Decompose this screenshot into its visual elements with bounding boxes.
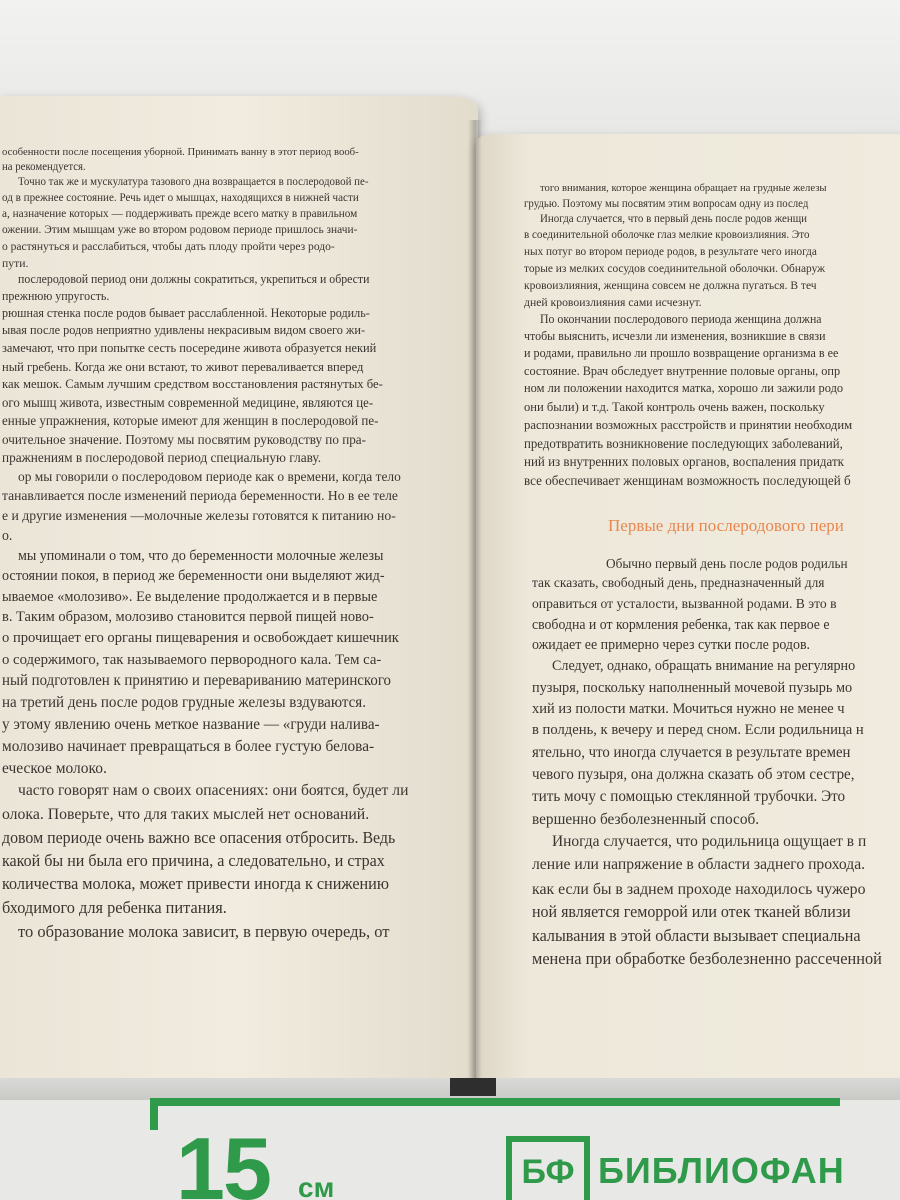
scale-number: 15 xyxy=(176,1119,270,1200)
text-line: ление или напряжение в области заднего прохода. xyxy=(532,856,866,874)
text-line: ор мы говорили о послеродовом периоде как о времени, когда тело xyxy=(18,469,401,485)
text-line: мы упоминали о том, что до беременности молочные железы xyxy=(18,547,384,564)
book-gutter xyxy=(468,120,482,1086)
text-line: пузыря, поскольку наполненный мочевой пузырь мо xyxy=(532,679,853,696)
text-line: По окончании послеродового периода женщина должна xyxy=(540,311,822,326)
section-heading: Первые дни послеродового пери xyxy=(608,515,844,535)
text-line: особенности после посещения уборной. Принимать ванну в этот период вооб- xyxy=(2,146,359,158)
text-line: молозиво начинает превращаться в более густую белова- xyxy=(2,737,375,755)
text-line: е и другие изменения —молочные железы готовятся к питанию но- xyxy=(2,508,396,525)
text-line: Следует, однако, обращать внимание на регулярно xyxy=(552,658,856,675)
text-line: чевого пузыря, она должна сказать об этом сестре, xyxy=(532,766,855,784)
text-line: менена при обработке безболезненно рассеченной xyxy=(532,949,882,969)
text-line: ных потуг во втором периоде родов, в результате чего иногда xyxy=(524,245,817,259)
logo-mark: БФ xyxy=(506,1136,590,1200)
text-line: а, назначение которых — поддерживать прежде всего матку в правильном xyxy=(2,207,358,221)
text-line: в полдень, к вечеру и перед сном. Если родильница н xyxy=(532,722,864,739)
text-line: послеродовой период они должны сократиться, укрепиться и обрести xyxy=(18,272,370,287)
text-line: рюшная стенка после родов бывает расслабленной. Некоторые родиль- xyxy=(2,306,370,321)
right-page-text xyxy=(476,134,900,1086)
text-line: ого мышц живота, известным современной медицине, являются це- xyxy=(2,394,374,410)
text-line: распознании возможных расстройств и принятии необходим xyxy=(524,417,853,433)
text-line: и родами, правильно ли прошло возвращение организма в ее xyxy=(524,346,839,360)
text-line: вершенно безболезненный способ. xyxy=(532,810,760,828)
text-line: грудью. Поэтому мы посвятим этим вопросам одну из послед xyxy=(524,197,809,210)
book-spine xyxy=(450,1078,496,1096)
text-line: как мешок. Самым лучшим средством восстановления растянутых бе- xyxy=(2,376,383,392)
text-line: од в прежнее состояние. Речь идет о мышцах, находящихся в нижней части xyxy=(2,191,359,204)
text-line: о. xyxy=(2,527,13,544)
text-line: ожидает ее примерно через сутки после родов. xyxy=(532,637,811,654)
text-line: ывая после родов неприятно удивлены некрасивым видом своего жи- xyxy=(2,323,366,338)
left-page-text xyxy=(0,96,478,1086)
text-line: дней кровоизлияния сами исчезнут. xyxy=(524,294,702,309)
text-line: олока. Поверьте, что для таких мыслей нет оснований. xyxy=(2,804,370,823)
right-page xyxy=(476,134,900,1086)
logo-name: БИБЛИОФАН xyxy=(598,1150,845,1191)
text-line: о прочищает его органы пищеварения и освобождает кишечник xyxy=(2,629,399,646)
left-page xyxy=(0,96,478,1086)
text-line: пражнениям в послеродовой период специальную главу. xyxy=(2,450,322,466)
text-line: ном ли положении находится матка, хорошо ли зажили родо xyxy=(524,381,844,396)
text-line: о содержимого, так называемого первородного кала. Тем са- xyxy=(2,651,382,669)
text-line: Иногда случается, что в первый день после родов женщи xyxy=(540,213,808,226)
text-line: остоянии покоя, в период же беременности они выделяют жид- xyxy=(2,568,385,585)
text-line: на рекомендуется. xyxy=(2,161,86,173)
text-line: хий из полости матки. Мочиться нужно не менее ч xyxy=(532,700,845,717)
text-line: танавливается после изменений периода беременности. Но в ее теле xyxy=(2,488,398,504)
text-line: оправиться от усталости, вызванной родами. В это в xyxy=(532,596,837,613)
text-line: на третий день после родов грудные железы вздуваются. xyxy=(2,693,366,711)
text-line: как если бы в заднем проходе находилось чужеро xyxy=(532,879,866,899)
text-line: предотвратить возникновение последующих заболеваний, xyxy=(524,435,843,451)
text-line: у этому явлению очень меткое название — «груди налива- xyxy=(2,715,380,733)
text-line: в. Таким образом, молозиво становится первой пищей ново- xyxy=(2,609,374,626)
text-line: Обычно первый день после родов родильн xyxy=(606,555,848,571)
text-line: ываемое «молозиво». Ее выделение продолжается и в первые xyxy=(2,588,378,605)
text-line: количества молока, может привести иногда к снижению xyxy=(2,874,389,894)
text-line: очительное значение. Поэтому мы посвятим руководству по пра- xyxy=(2,431,367,447)
text-line: тить мочу с помощью стеклянной трубочки. Это xyxy=(532,788,846,806)
text-line: часто говорят нам о своих опасениях: они боятся, будет ли xyxy=(18,782,409,800)
text-line: Иногда случается, что родильница ощущает в п xyxy=(552,833,867,851)
text-line: состояние. Врач обследует внутренние половые органы, опр xyxy=(524,363,841,378)
text-line: в соединительной оболочке глаз мелкие кровоизлияния. Это xyxy=(524,229,810,242)
text-line: ной является геморрой или отек тканей вблизи xyxy=(532,902,851,922)
text-line: то образование молока зависит, в первую очередь, от xyxy=(18,921,390,941)
text-line: калывания в этой области вызывает специальна xyxy=(532,925,861,945)
text-line: ятельно, что иногда случается в результате времен xyxy=(532,744,851,762)
text-line: бходимого для ребенка питания. xyxy=(2,897,227,917)
text-line: ный подготовлен к принятию и перевариванию материнского xyxy=(2,672,392,690)
text-line: того внимания, которое женщина обращает на грудные железы xyxy=(540,182,827,194)
text-line: прежнюю упругость. xyxy=(2,289,110,304)
text-line: какой бы ни была его причина, а следовательно, и страх xyxy=(2,850,385,870)
text-line: торые из мелких сосудов соединительной оболочки. Обнаруж xyxy=(524,261,825,275)
text-line: ний из внутренних половых органов, воспаления придатк xyxy=(524,454,844,469)
text-line: ный гребень. Когда же они встают, то живот переваливается вперед xyxy=(2,358,364,374)
text-line: Точно так же и мускулатура тазового дна возвращается в послеродовой пе- xyxy=(18,176,369,189)
text-line: все обеспечивает женщинам возможность последующей б xyxy=(524,472,851,488)
text-line: пути. xyxy=(2,255,29,270)
text-line: ожении. Этим мышцам уже во втором родовом периоде пришлось значи- xyxy=(2,223,358,237)
text-line: еческое молоко. xyxy=(2,759,107,777)
text-line: чтобы выяснить, исчезли ли изменения, возникшие в связи xyxy=(524,328,826,343)
text-line: так сказать, свободный день, предназначенный для xyxy=(532,575,825,591)
text-line: енные упражнения, которые имеют для женщин в послеродовой пе- xyxy=(2,413,379,428)
text-line: о растянуться и расслабиться, чтобы дать плоду пройти через родо- xyxy=(2,239,335,254)
text-line: довом периоде очень важно все опасения отбросить. Ведь xyxy=(2,827,396,847)
text-line: кровоизлияния, женщина совсем не должна пугаться. В теч xyxy=(524,278,817,292)
text-line: замечают, что при попытке сесть посередине живота образуется некий xyxy=(2,340,377,355)
text-line: свободна и от кормления ребенка, так как первое е xyxy=(532,616,830,633)
text-line: они были) и т.д. Такой контроль очень важен, поскольку xyxy=(524,399,825,415)
scale-unit: см xyxy=(298,1172,335,1200)
